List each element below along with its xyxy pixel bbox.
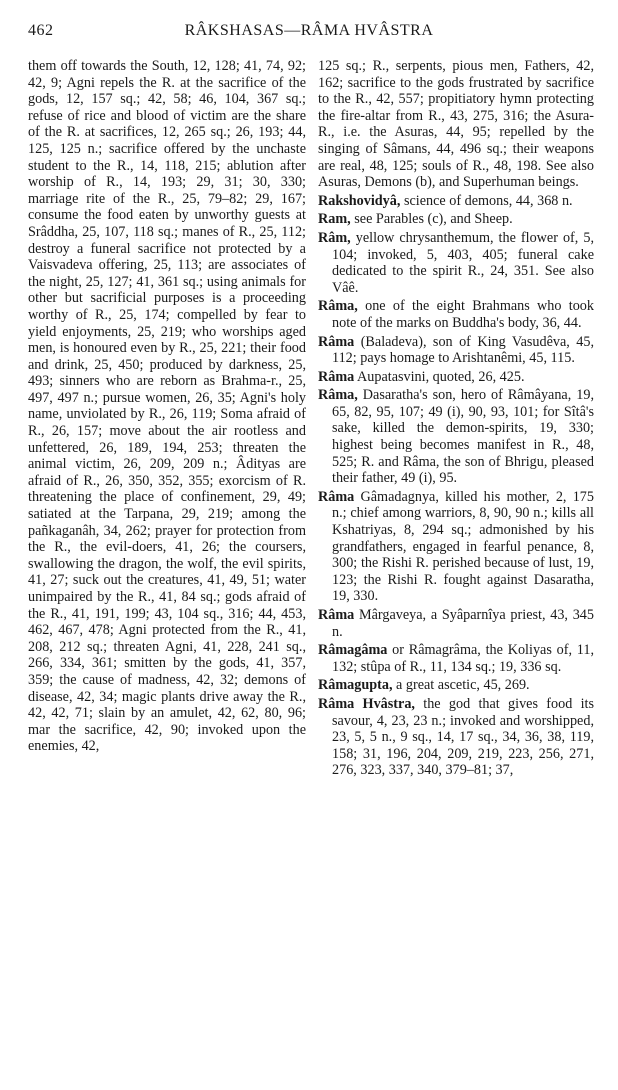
index-entry — [318, 696, 594, 779]
entry-text: them off towards the South, 12, 128; 41, 74, 92; 42, 9; Agni repels the R. at the sacrifice of the gods, 12, 157 sq.; 42, 58; 46, 104, 367 sq.; refuse of rice and blood of victim are the share of the R. at sacrifices, 12, 265 sq.; 26, 193; 44, 125, 125 n.; sacrifice offered by the unchaste student to the R., 14, 118, 215; ablution after worship of R., 14, 193; 29, 31; 30, 330; marriage rite of the R., 25, 79–82; 29, 167; consume the food eaten by unworthy guests at Srâddha, 25, 107, 118 sq.; manes of R., 25, 112; destroy a funeral sacrifice not protected by a Vaisvadeva offering, 25, 113; are associates of the night, 25, 127; 41, 361 sq.; using animals for other but sacrificial purposes is a proceeding worthy of R., 25, 174; compelled by fear to yield enjoyments, 25, 219; who worships aged men, is honoured even by R., 25, 221; their food and drink, 25, 450; produced by darkness, 25, 493; sinners who are reborn as Brahma-r., 25, 497, 497 n.; pursue women, 26, 35; Agni's holy name, unviolated by R., 26, 119; Soma afraid of R., 26, 157; move about the air rootless and unfettered, 26, 189, 194, 253; threaten the animal victim, 26, 209, 209 n.; Âdityas are afraid of R., 26, 350, 352, 355; exorcism of R. threatening the place of confinement, 29, 49; satiated at the Tarpana, 29, 219; among the pañkaganâh, 34, 262; prayer for protection from the R., the evil-doers, 41, 26; the coursers, swallowing the dragon, the wolf, the evil spirits, 41, 27; suck out the creatures, 41, 49, 51; water unimpaired by the R., 41, 84 sq.; gods afraid of the R., 41, 191, 199; 43, 104 sq., 316; 44, 453, 462, 467, 478; Agni protected from the R., 41, 208, 212 sq.; threaten Agni, 41, 228, 241 sq., 266, 334, 361; smitten by the gods, 41, 357, 359; the cause of madness, 42, 32; demons of disease, 42, 34; magic plants drive away the R., 42, 42, 71; slain by an amulet, 42, 62, 80, 96; mar the sacrifice, 42, 90; invoked upon the enemies, 42, — [28, 58, 306, 755]
index-entry — [318, 230, 594, 296]
index-entry — [318, 369, 594, 386]
entry-text: one of the eight Brahmans who took note of the marks on Buddha's body, 36, 44. — [332, 298, 594, 331]
entry-text: Mârgaveya, a Syâparnîya priest, 43, 345 n. — [332, 607, 594, 640]
entry-headword: Râma — [318, 333, 355, 350]
entry-text: (Baladeva), son of King Vasudêva, 45, 112; pays homage to Arishtanêmi, 45, 115. — [332, 333, 594, 367]
index-entry — [318, 387, 594, 487]
index-entry — [318, 58, 594, 191]
entry-headword: Râma — [318, 607, 355, 623]
entry-headword: Râma — [318, 488, 355, 505]
index-entry — [318, 334, 594, 367]
running-title: RÂKSHASAS—RÂMA HVÂSTRA — [184, 22, 434, 39]
entry-text: a great ascetic, 45, 269. — [392, 677, 530, 694]
index-entry — [318, 677, 594, 694]
left-column — [28, 58, 306, 757]
entry-headword: Râma, — [318, 298, 358, 315]
page-number: 462 — [28, 22, 54, 39]
entry-text: Dasaratha's son, hero of Râmâyana, 19, 65, 82, 95, 107; 49 (i), 90, 93, 101; for Sîtâ's sake, killed the demon-spirits, 19, 330; highest being becomes manifest in R., 48, 525; R. and Râma, the son of Bhrigu, pleased their father, 49 (i), 95. — [332, 387, 594, 487]
index-entry — [318, 489, 594, 605]
index-entry — [318, 193, 594, 210]
entry-headword: Ram, — [318, 211, 351, 228]
entry-headword: Râm, — [318, 229, 351, 246]
entry-text: Gâmadagnya, killed his mother, 2, 175 n.; chief among warriors, 8, 90, 90 n.; kills all Kshatriyas, 8, 294 sq.; admonished by his grandfathers, engaged in fearful penance, 8, 300; the Rishi R. perished because of lust, 19, 123; the Rishi R. fought against Dasaratha, 19, 330. — [332, 488, 594, 605]
page-header — [28, 22, 590, 44]
entry-text: the god that gives food its savour, 4, 23, 23 n.; invoked and worshipped, 23, 5, 5 n., 9 sq., 14, 17 sq., 34, 36, 38, 119, 158; 31, 196, 204, 209, 219, 223, 256, 271, 276, 323, 337, 340, 379–81; 37, — [332, 695, 594, 779]
index-entry — [318, 642, 594, 675]
entry-headword: Rakshovidyâ, — [318, 192, 401, 209]
entry-text: science of demons, 44, 368 n. — [400, 192, 573, 209]
index-entry — [28, 58, 306, 755]
index-entry — [318, 298, 594, 331]
entry-text: Aupatasvini, quoted, 26, 425. — [354, 368, 525, 385]
index-entry — [318, 607, 594, 640]
entry-text: or Râmagrâma, the Koliyas of, 11, 132; stûpa of R., 11, 134 sq.; 19, 336 sq. — [332, 642, 594, 675]
entry-headword: Râma, — [318, 387, 358, 404]
entry-text: 125 sq.; R., serpents, pious men, Fathers, 42, 162; sacrifice to the gods frustrated by sacrifice to the R., 42, 557; propitiatory hymn protecting the fire-altar from R., 43, 275, 316; the Asura-R., i.e. the Asuras, 44, 95; repelled by the singing of Sâmans, 44, 496 sq.; their weapons are real, 48, 125; souls of R., 48, 198. See also Asuras, Demons (b), and Superhuman beings. — [318, 58, 594, 191]
right-column — [318, 58, 594, 781]
entry-text: yellow chrysanthemum, the flower of, 5, 104; invoked, 5, 403, 405; funeral cake dedicated to the spirit R., 24, 351. See also Vâê. — [332, 229, 594, 296]
entry-headword: Râmagâma — [318, 642, 388, 659]
entry-text: see Parables (c), and Sheep. — [350, 211, 513, 228]
entry-headword: Râmagupta, — [318, 677, 393, 694]
entry-headword: Râma Hvâstra, — [318, 695, 415, 712]
index-entry — [318, 211, 594, 228]
entry-headword: Râma — [318, 368, 355, 385]
